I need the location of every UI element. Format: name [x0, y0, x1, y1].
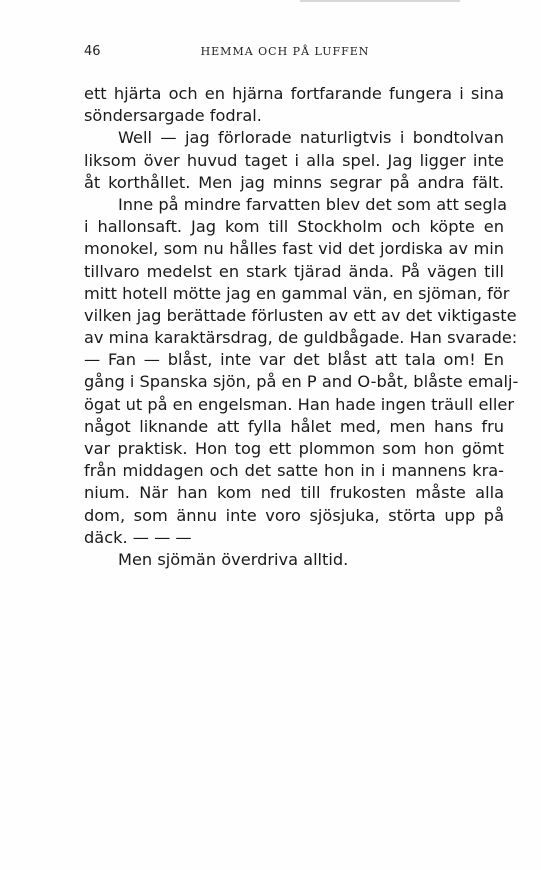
text-line: Men sjömän överdriva alltid. [118, 549, 349, 569]
text-line: däck. — — — [84, 527, 192, 547]
text-line: i hallonsaft. Jag kom till Stockholm och köpte en [84, 217, 504, 237]
text-line: ögat ut på en engelsman. Han hade ingen träull eller [84, 394, 515, 414]
text-line: nium. När han kom ned till frukosten måste alla [84, 483, 504, 503]
text-line: mitt hotell mötte jag en gammal vän, en sjöman, för [84, 283, 510, 303]
scan-edge-mark [300, 0, 460, 2]
text-line: söndersargade fodral. [84, 106, 262, 126]
text-line: ett hjärta och en hjärna fortfarande fungera i sina [84, 84, 504, 103]
body-text [84, 83, 519, 571]
text-line: vilken jag berättade förlusten av ett av det viktigaste [84, 305, 517, 325]
text-line: åt korthållet. Men jag minns segrar på andra fält. [84, 172, 504, 192]
text-line: liksom över huvud taget i alla spel. Jag ligger inte [84, 150, 504, 170]
text-line: tillvaro medelst en stark tjärad ända. På vägen till [84, 261, 504, 281]
text-line: var praktisk. Hon tog ett plommon som hon gömt [84, 439, 504, 458]
text-line: gång i Spanska sjön, på en P and O-båt, blåste emalj- [84, 372, 519, 392]
text-line: från middagen och det satte hon in i mannens kra- [84, 461, 504, 481]
text-line: — Fan — blåst, inte var det blåst att tala om! En [84, 350, 504, 370]
text-line: monokel, som nu hålles fast vid det jordiska av min [84, 239, 504, 259]
page-number: 46 [84, 44, 101, 59]
text-line: av mina karaktärsdrag, de guldbågade. Han svarade: [84, 328, 518, 348]
text-line: Well — jag förlorade naturligtvis i bondtolvan [118, 128, 504, 148]
text-line: dom, som ännu inte voro sjösjuka, störta upp på [84, 505, 504, 525]
text-line: något liknande att fylla hålet med, men hans fru [84, 416, 504, 436]
text-line: Inne på mindre farvatten blev det som att segla [118, 194, 508, 214]
running-head: HEMMA OCH PÅ LUFFEN [200, 45, 370, 58]
